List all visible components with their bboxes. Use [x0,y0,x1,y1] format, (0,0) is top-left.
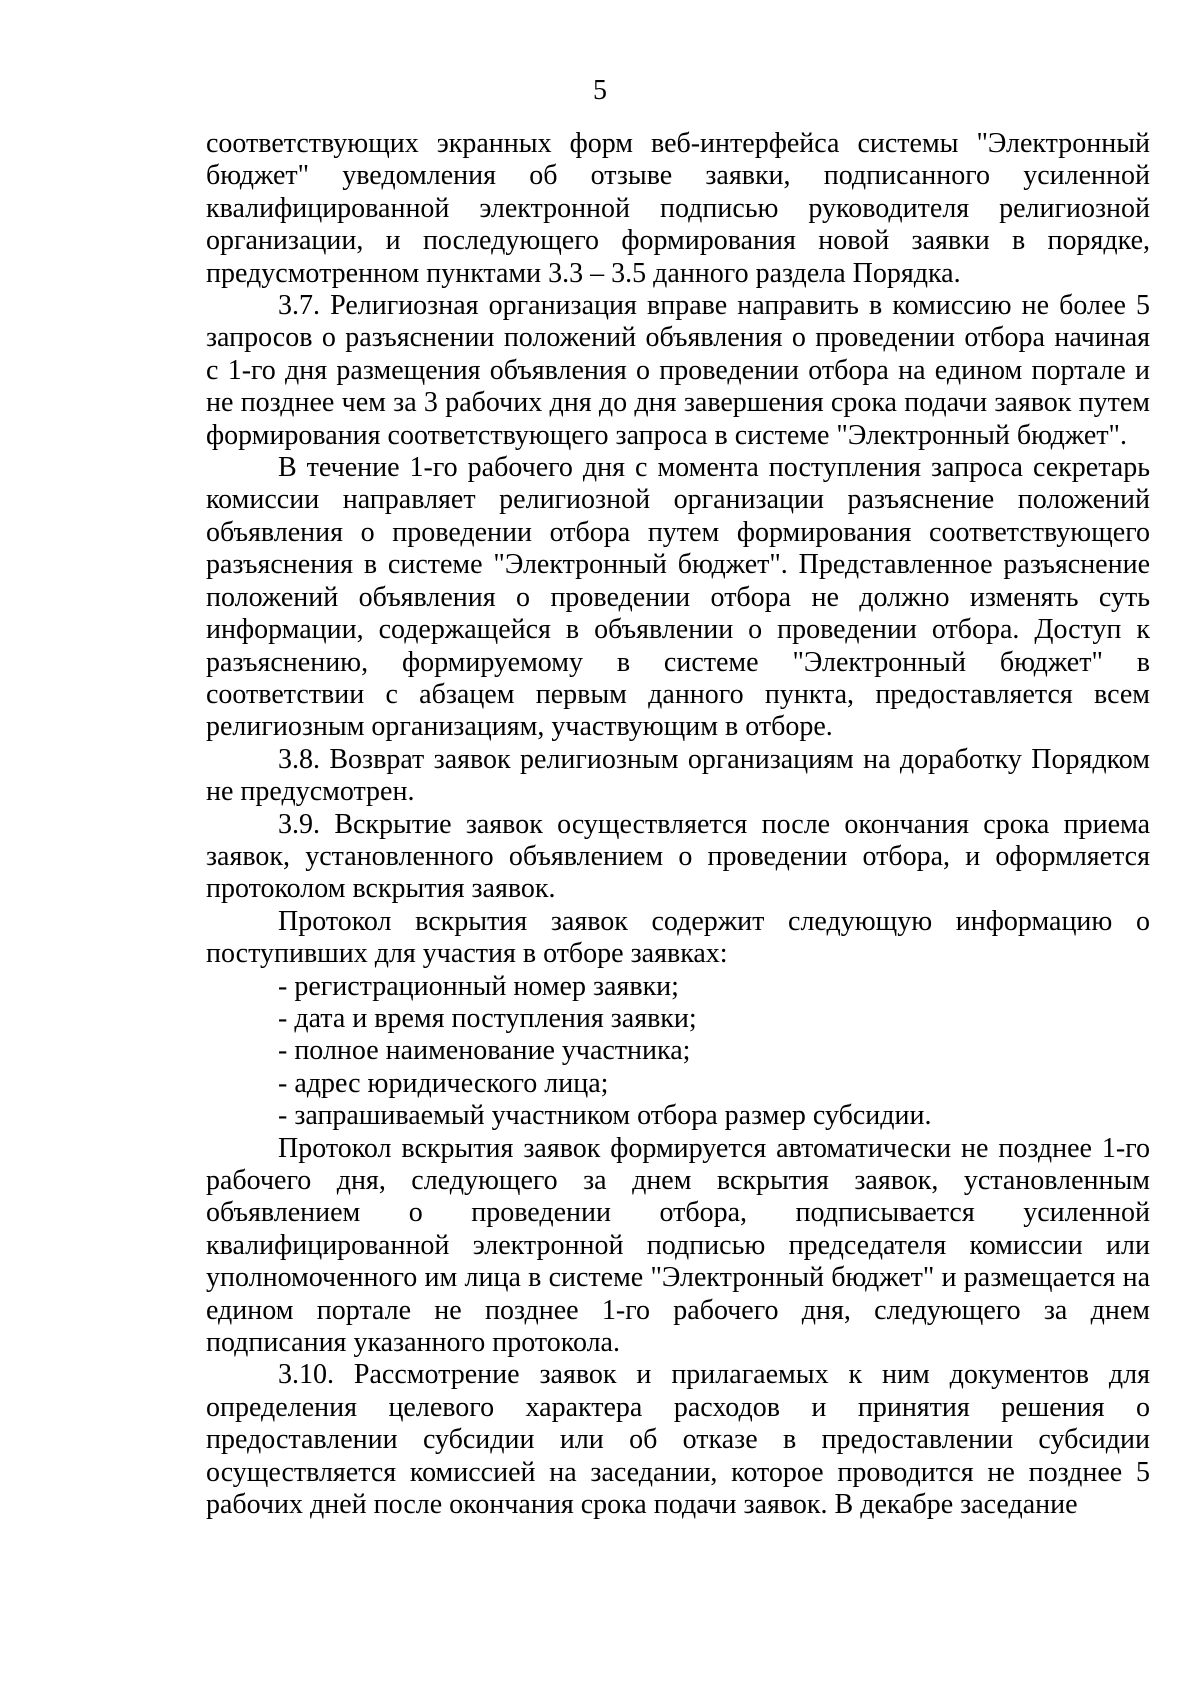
paragraph-3-7: 3.7. Религиозная организация вправе направить в комиссию не более 5 запросов о разъяснении положений объявления о проведении отбора начиная с 1-го дня размещения объявления о проведении отбора на едином портале и не позднее чем за 3 рабочих дня до дня завершения срока подачи заявок путем формирования соответствующего запроса в системе "Электронный бюджет". [206,290,1150,451]
paragraph-protocol-contents: Протокол вскрытия заявок содержит следующую информацию о поступивших для участия в отборе заявках: [206,905,1150,970]
protocol-info-list [206,971,1150,1133]
paragraph-clarification: В течение 1-го рабочего дня с момента поступления запроса секретарь комиссии направляет религиозной организации разъяснение положений объявления о проведении отбора путем формирования соответствующего разъяснения в системе "Электронный бюджет". Представленное разъяснение положений объявления о проведении отбора не должно изменять суть информации, содержащейся в объявлении о проведении отбора. Доступ к разъяснению, формируемому в системе "Электронный бюджет" в соответствии с абзацем первым данного пункта, предоставляется всем религиозным организациям, участвующим в отборе. [206,452,1150,743]
list-item: - дата и время поступления заявки; [278,1002,697,1034]
list-item: - регистрационный номер заявки; [278,970,679,1002]
paragraph-3-8: 3.8. Возврат заявок религиозным организациям на доработку Порядком не предусмотрен. [206,743,1150,808]
list-item: - полное наименование участника; [278,1035,691,1067]
document-body [206,128,1150,1521]
paragraph-protocol-formation: Протокол вскрытия заявок формируется автоматически не позднее 1-го рабочего дня, следующего за днем вскрытия заявок, установленным объявлением о проведении отбора, подписывается усиленной квалифицированной электронной подписью председателя комиссии или уполномоченного им лица в системе "Электронный бюджет" и размещается на едином портале не позднее 1-го рабочего дня, следующего за днем подписания указанного протокола. [206,1132,1150,1359]
paragraph-3-9: 3.9. Вскрытие заявок осуществляется после окончания срока приема заявок, установленного объявлением о проведении отбора, и оформляется протоколом вскрытия заявок. [206,808,1150,905]
paragraph-3-10: 3.10. Рассмотрение заявок и прилагаемых к ним документов для определения целевого характера расходов и принятия решения о предоставлении субсидии или об отказе в предоставлении субсидии осуществляется комиссией на заседании, которое проводится не позднее 5 рабочих дней после окончания срока подачи заявок. В декабре заседание [206,1359,1150,1521]
list-item: - запрашиваемый участником отбора размер субсидии. [278,1100,932,1132]
paragraph-continuation: соответствующих экранных форм веб-интерфейса системы "Электронный бюджет" уведомления об отзыве заявки, подписанного усиленной квалифицированной электронной подписью руководителя религиозной организации, и последующего формирования новой заявки в порядке, предусмотренном пунктами 3.3 – 3.5 данного раздела Порядка. [206,128,1150,289]
list-item: - адрес юридического лица; [278,1067,609,1099]
page-number: 5 [593,75,607,106]
